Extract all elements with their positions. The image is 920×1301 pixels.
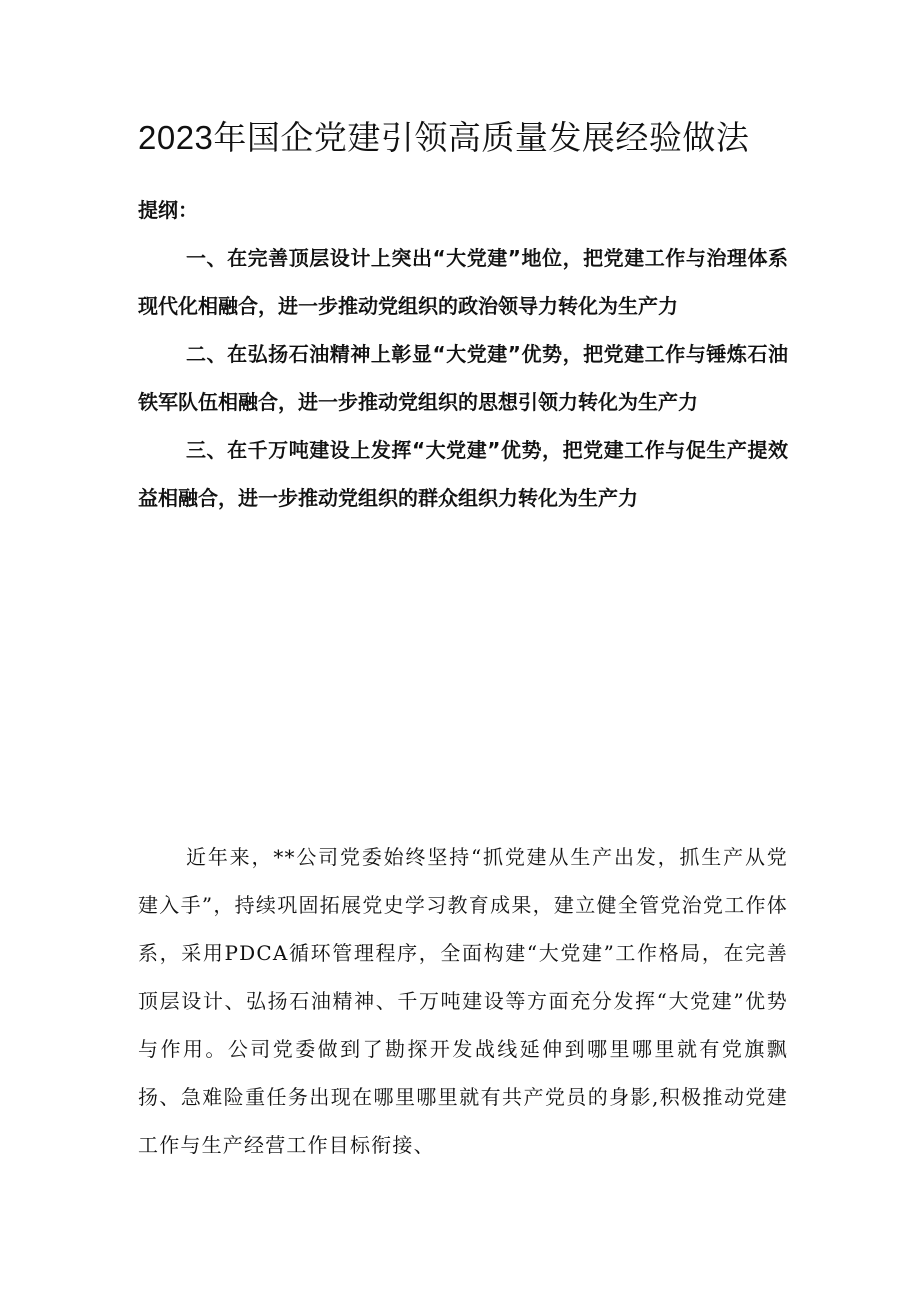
- body-paragraph: 近年来，**公司党委始终坚持“抓党建从生产出发，抓生产从党建入手”，持续巩固拓展党史学习教育成果，建立健全管党治党工作体系，采用PDCA循环管理程序，全面构建“大党建”工作格局，在完善顶层设计、弘扬石油精神、千万吨建设等方面充分发挥“大党建”优势与作用。公司党委做到了勘探开发战线延伸到哪里哪里就有党旗飘扬、急难险重任务出现在哪里哪里就有共产党员的身影,积极推动党建工作与生产经营工作目标衔接、: [138, 845, 788, 1157]
- outline-item-1: 一、在完善顶层设计上突出“大党建”地位，把党建工作与治理体系现代化相融合，进一步推动党组织的政治领导力转化为生产力: [138, 246, 788, 318]
- body-section: [138, 833, 788, 1169]
- outline-item-2: 二、在弘扬石油精神上彰显“大党建”优势，把党建工作与锤炼石油铁军队伍相融合，进一步推动党组织的思想引领力转化为生产力: [138, 342, 788, 414]
- document-title: 2023年国企党建引领高质量发展经验做法: [138, 119, 750, 156]
- outline-section: [138, 186, 788, 522]
- outline-heading: 提纲：: [138, 198, 198, 222]
- outline-item-3: 三、在千万吨建设上发挥“大党建”优势，把党建工作与促生产提效益相融合，进一步推动党组织的群众组织力转化为生产力: [138, 438, 788, 510]
